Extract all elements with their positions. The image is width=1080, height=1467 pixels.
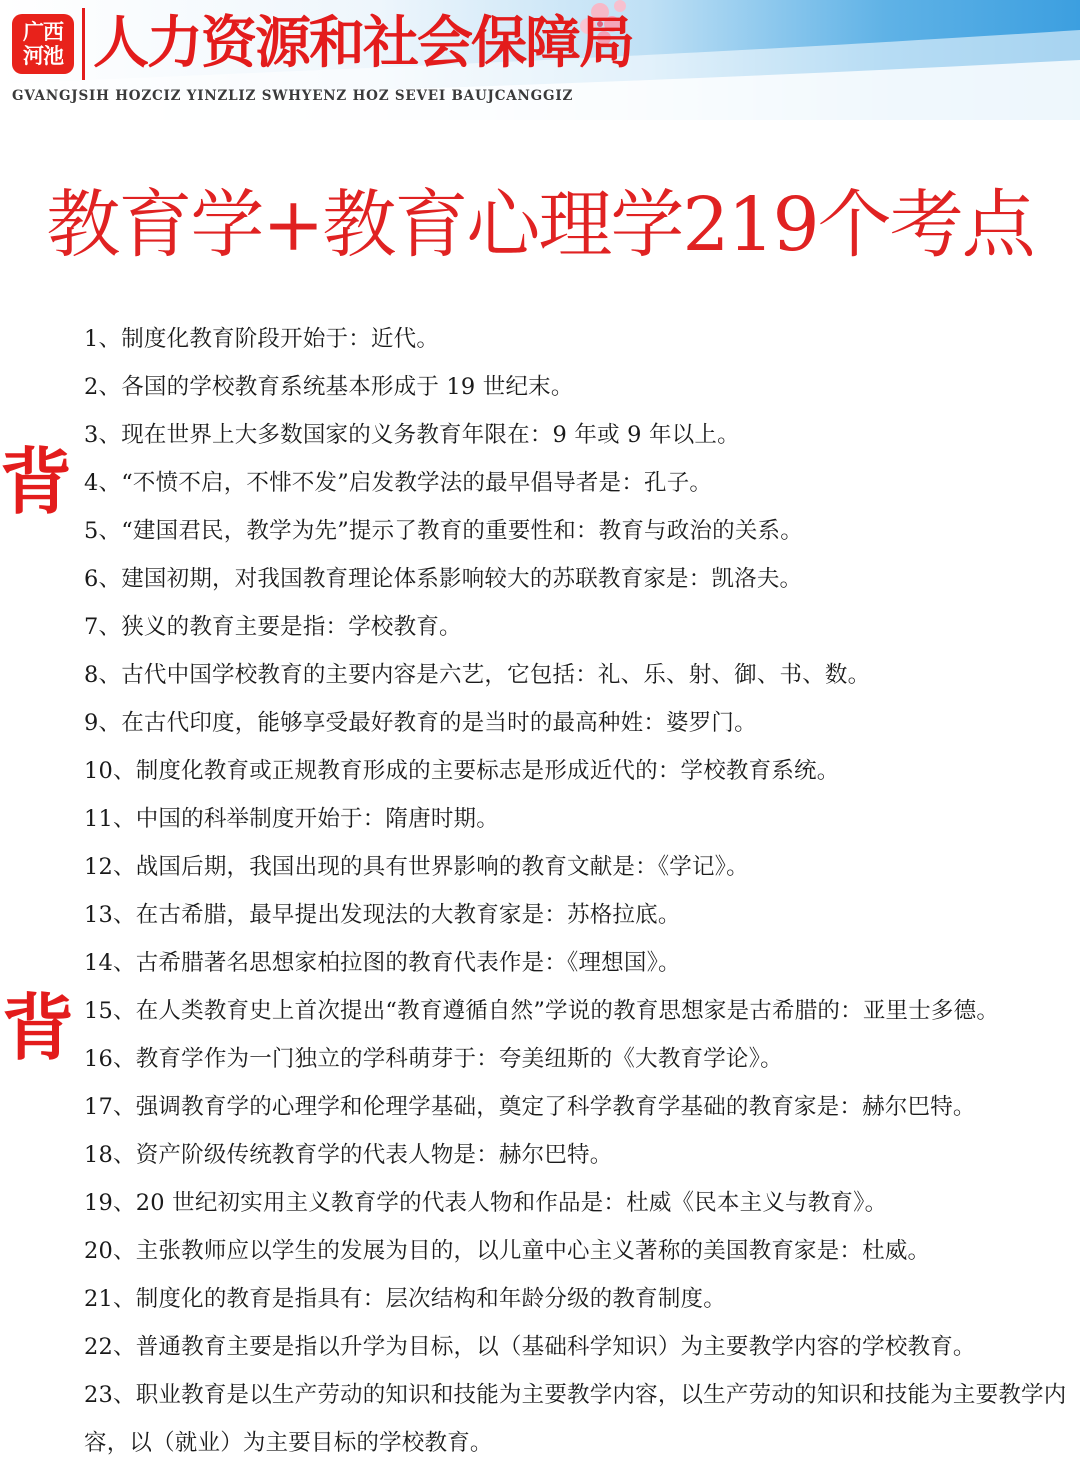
list-item: 10、制度化教育或正规教育形成的主要标志是形成近代的：学校教育系统。 bbox=[84, 758, 840, 784]
list-item: 23、职业教育是以生产劳动的知识和技能为主要教学内容，以生产劳动的知识和技能为主要教学内容，以（就业）为主要目标的学校教育。 bbox=[84, 1382, 1067, 1456]
list-item: 8、古代中国学校教育的主要内容是六艺，它包括：礼、乐、射、御、书、数。 bbox=[84, 662, 871, 688]
list-item: 16、教育学作为一门独立的学科萌芽于：夸美纽斯的《大教育学论》。 bbox=[84, 1046, 783, 1072]
list-item: 11、中国的科举制度开始于：隋唐时期。 bbox=[84, 806, 499, 832]
list-item: 4、“不愤不启，不悱不发”启发教学法的最早倡导者是：孔子。 bbox=[84, 470, 713, 496]
list-item: 12、战国后期，我国出现的具有世界影响的教育文献是：《学记》。 bbox=[84, 854, 749, 880]
bureau-logo bbox=[12, 14, 74, 74]
list-item: 1、制度化教育阶段开始于：近代。 bbox=[84, 326, 440, 352]
side-mark-memorize-2: 背 bbox=[2, 986, 75, 1070]
logo-line-1: 广西 bbox=[23, 20, 63, 44]
list-item: 18、资产阶级传统教育学的代表人物是：赫尔巴特。 bbox=[84, 1142, 613, 1168]
list-item: 15、在人类教育史上首次提出“教育遵循自然”学说的教育思想家是古希腊的：亚里士多德。 bbox=[84, 998, 1000, 1024]
page-title: 教育学+教育心理学219个考点 bbox=[46, 182, 1034, 268]
list-item: 9、在古代印度，能够享受最好教育的是当时的最高种姓：婆罗门。 bbox=[84, 710, 757, 736]
exam-points-list bbox=[84, 315, 1074, 1467]
list-item: 20、主张教师应以学生的发展为目的，以儿童中心主义著称的美国教育家是：杜威。 bbox=[84, 1238, 931, 1264]
list-item: 7、狭义的教育主要是指：学校教育。 bbox=[84, 614, 462, 640]
list-item: 19、20 世纪初实用主义教育学的代表人物和作品是：杜威《民本主义与教育》。 bbox=[84, 1190, 888, 1216]
list-item: 2、各国的学校教育系统基本形成于 19 世纪末。 bbox=[84, 374, 574, 400]
list-item: 14、古希腊著名思想家柏拉图的教育代表作是：《理想国》。 bbox=[84, 950, 681, 976]
logo-line-2: 河池 bbox=[23, 44, 63, 68]
bureau-title: 人力资源和社会保障局 bbox=[82, 8, 633, 80]
list-item: 21、制度化的教育是指具有：层次结构和年龄分级的教育制度。 bbox=[84, 1286, 726, 1312]
side-mark-memorize-1: 背 bbox=[0, 440, 73, 524]
header-banner bbox=[0, 0, 1080, 120]
list-item: 6、建国初期，对我国教育理论体系影响较大的苏联教育家是：凯洛夫。 bbox=[84, 566, 803, 592]
list-item: 3、现在世界上大多数国家的义务教育年限在：9 年或 9 年以上。 bbox=[84, 422, 740, 448]
list-item: 22、普通教育主要是指以升学为目标，以（基础科学知识）为主要教学内容的学校教育。 bbox=[84, 1334, 976, 1360]
list-item: 13、在古希腊，最早提出发现法的大教育家是：苏格拉底。 bbox=[84, 902, 681, 928]
list-item: 5、“建国君民，教学为先”提示了教育的重要性和：教育与政治的关系。 bbox=[84, 518, 803, 544]
list-item: 17、强调教育学的心理学和伦理学基础，奠定了科学教育学基础的教育家是：赫尔巴特。 bbox=[84, 1094, 976, 1120]
bureau-subtitle: GVANGJSIH HOZCIZ YINZLIZ SWHYENZ HOZ SEVEI BAUJCANGGIZ bbox=[12, 88, 574, 104]
